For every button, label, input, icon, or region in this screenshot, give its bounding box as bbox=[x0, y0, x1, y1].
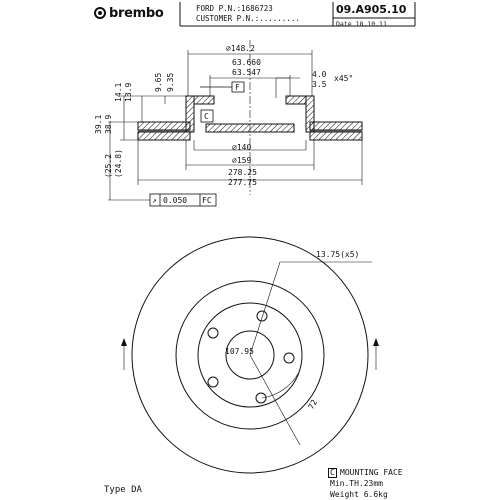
datum-c-label: C bbox=[204, 112, 209, 121]
dim-14-1: 14.1 bbox=[114, 82, 123, 102]
dim-bolt-holes: 13.75(x5) bbox=[316, 250, 360, 259]
dim-pcd: 107.95 bbox=[225, 347, 254, 356]
drawing-date: Date 18.10.11 bbox=[336, 20, 387, 28]
ford-part-number: FORD P.N.:1686723 bbox=[196, 4, 273, 13]
dim-chamfer-2: 3.5 bbox=[312, 80, 327, 89]
tolerance-reference: FC bbox=[202, 196, 212, 205]
dim-9-65: 9.65 bbox=[154, 72, 163, 92]
dim-159: ⌀159 bbox=[232, 156, 252, 165]
dim-38-9: 38.9 bbox=[104, 114, 113, 134]
brand-name: brembo bbox=[109, 5, 164, 21]
dim-278-25: 278.25 bbox=[228, 168, 257, 177]
dim-63-660: 63.660 bbox=[232, 58, 261, 67]
dim-277-75: 277.75 bbox=[228, 178, 257, 187]
dim-13-9: 13.9 bbox=[124, 82, 133, 102]
dim-25-2: (25.2 bbox=[104, 153, 113, 178]
dim-148: ⌀148.2 bbox=[226, 44, 255, 53]
dim-chamfer-1: 4.0 bbox=[312, 70, 327, 79]
part-number: 09.A905.10 bbox=[336, 3, 407, 16]
customer-part-number: CUSTOMER P.N.:......... bbox=[196, 14, 300, 23]
tolerance-symbol-icon: ↗ bbox=[152, 196, 157, 205]
dim-24-8: (24.8) bbox=[114, 149, 123, 178]
mounting-face-ref: C bbox=[330, 468, 335, 477]
datum-f-label: F bbox=[235, 83, 240, 92]
weight-note: Weight 6.6kg bbox=[330, 490, 388, 499]
dim-140: ⌀140 bbox=[232, 143, 252, 152]
tolerance-value: 0.050 bbox=[163, 196, 188, 205]
dim-63-547: 63.547 bbox=[232, 68, 261, 77]
section-arrows bbox=[121, 338, 379, 346]
min-thickness-note: Min.TH.23mm bbox=[330, 479, 383, 488]
dim-angle: 72 bbox=[306, 398, 320, 411]
mounting-face-note: MOUNTING FACE bbox=[340, 468, 403, 477]
disc-type: Type DA bbox=[104, 485, 142, 495]
dim-9-35: 9.35 bbox=[166, 72, 175, 92]
dim-chamfer-angle: x45° bbox=[334, 74, 354, 83]
dim-39-1: 39.1 bbox=[94, 114, 103, 134]
